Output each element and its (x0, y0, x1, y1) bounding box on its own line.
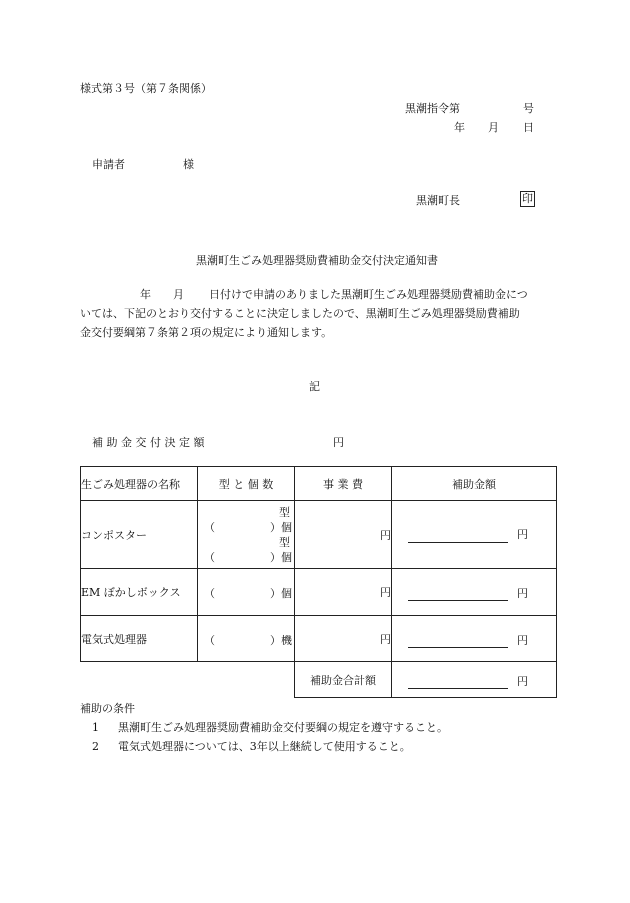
row-qty (198, 616, 295, 662)
doc-number-prefix: 黒潮指令第 (405, 102, 460, 115)
row-name: コンポスター (81, 501, 198, 569)
grant-decision-unit: 円 (333, 436, 344, 449)
total-label: 補助金合計額 (295, 662, 392, 698)
row-grant (392, 569, 557, 616)
ki-mark: 記 (309, 380, 320, 393)
row-grant (392, 501, 557, 569)
row-cost: 円 (295, 501, 392, 569)
row-cost: 円 (295, 616, 392, 662)
total-underline (408, 673, 508, 689)
conditions-title: 補助の条件 (80, 702, 135, 715)
body-line3: 金交付要綱第７条第２項の規定により通知します。 (80, 326, 333, 339)
row-qty (198, 501, 295, 569)
form-number: 様式第３号（第７条関係） (80, 82, 212, 95)
row-cost: 円 (295, 569, 392, 616)
date-day: 日 (523, 121, 534, 134)
condition-number: 1 (92, 721, 99, 734)
table-total-row (81, 662, 557, 698)
grant-unit: 円 (517, 587, 528, 600)
qty-count: （ ）個 (204, 587, 292, 600)
qty-count-2: （ ）個 (204, 551, 292, 564)
document-title: 黒潮町生ごみ処理器奨励費補助金交付決定通知書 (196, 254, 438, 267)
grant-decision-label: 補 助 金 交 付 決 定 額 (92, 436, 205, 449)
row-grant (392, 616, 557, 662)
row-name: EM ぼかしボックス (81, 569, 198, 616)
date-year: 年 (454, 121, 465, 134)
header-qty: 型 と 個 数 (198, 467, 295, 501)
total-spacer (81, 662, 295, 698)
applicant-honorific: 様 (183, 158, 194, 171)
qty-type-2: 型 (279, 536, 290, 549)
body-line2: いては、下記のとおり交付することに決定しましたので、黒潮町生ごみ処理器奨励費補助 (80, 307, 520, 320)
body-year: 年 (140, 288, 151, 301)
body-line1: 日付けで申請のありました黒潮町生ごみ処理器奨励費補助金につ (209, 288, 528, 301)
condition-number: 2 (92, 740, 99, 753)
grant-table (80, 466, 557, 698)
condition-text: 黒潮町生ごみ処理器奨励費補助金交付要綱の規定を遵守すること。 (118, 721, 448, 734)
row-name: 電気式処理器 (81, 616, 198, 662)
applicant-label: 申請者 (92, 158, 125, 171)
seal-label: 印 (522, 192, 533, 205)
total-grant (392, 662, 557, 698)
total-unit: 円 (517, 675, 528, 688)
table-header-row (81, 467, 557, 501)
header-grant: 補助金額 (392, 467, 557, 501)
body-month: 月 (173, 288, 184, 301)
qty-count-1: （ ）個 (204, 521, 292, 534)
seal-stamp (520, 191, 535, 207)
condition-text: 電気式処理器については、3年以上継続して使用すること。 (118, 740, 411, 753)
header-cost: 事 業 費 (295, 467, 392, 501)
table-row (81, 569, 557, 616)
grant-unit: 円 (517, 634, 528, 647)
row-qty (198, 569, 295, 616)
issuer-name: 黒潮町長 (416, 194, 460, 207)
grant-underline (408, 632, 508, 648)
grant-unit: 円 (517, 528, 528, 541)
grant-underline (408, 526, 508, 543)
table-row (81, 616, 557, 662)
table-row (81, 501, 557, 569)
date-month: 月 (488, 121, 499, 134)
doc-number-suffix: 号 (523, 102, 534, 115)
grant-underline (408, 585, 508, 601)
condition-item (92, 738, 411, 754)
header-name: 生ごみ処理器の名称 (81, 467, 198, 501)
condition-item (92, 719, 448, 735)
qty-type-1: 型 (279, 506, 290, 519)
qty-count: （ ）機 (204, 634, 292, 647)
